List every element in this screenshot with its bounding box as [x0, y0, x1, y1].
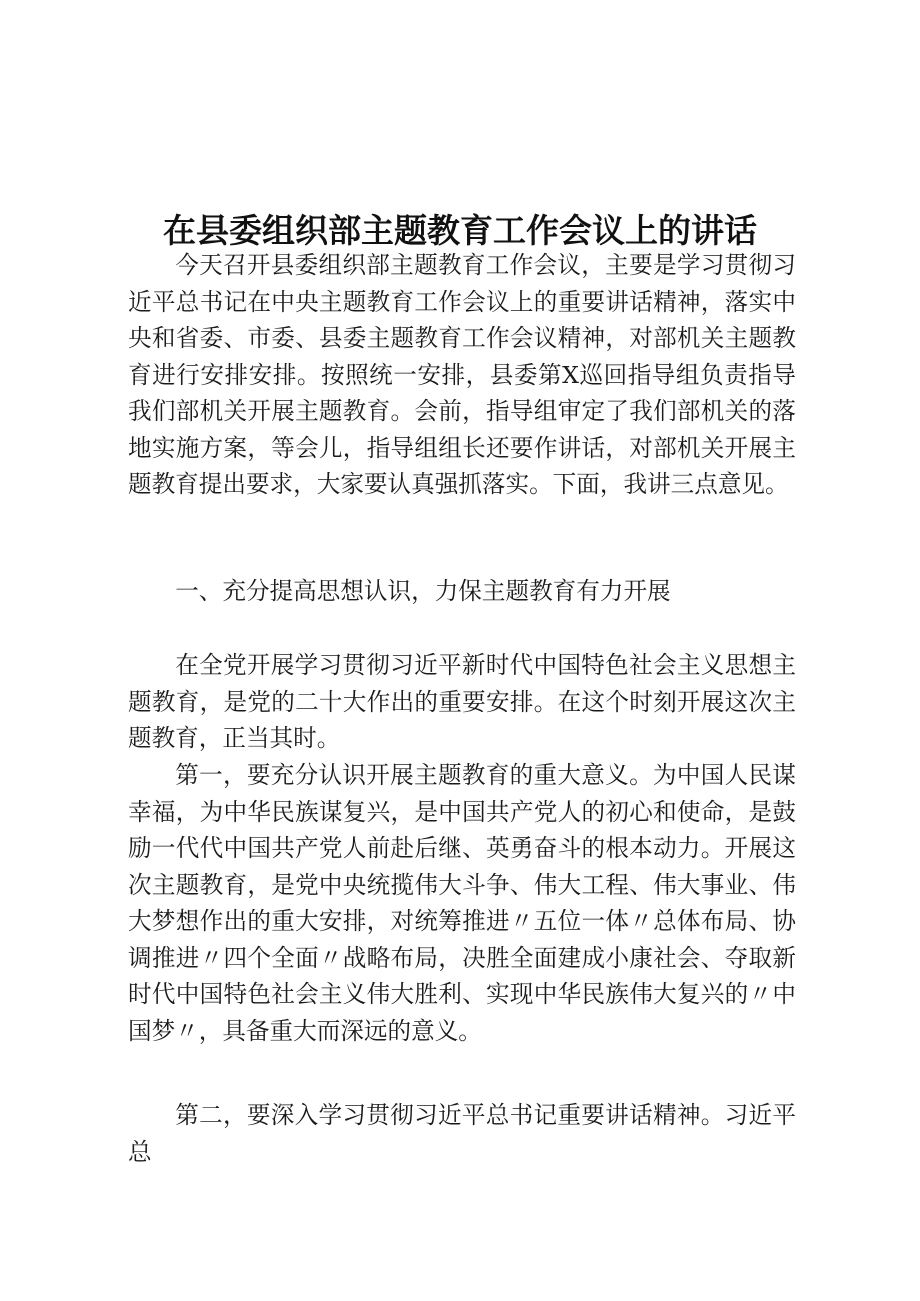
point-one-paragraph: 第一，要充分认识开展主题教育的重大意义。为中国人民谋幸福，为中华民族谋复兴，是中国共产党人的初心和使命，是鼓励一代代中国共产党人前赴后继、英勇奋斗的根本动力。开展这次主题教育，是党中央统揽伟大斗争、伟大工程、伟大事业、伟大梦想作出的重大安排，对统筹推进〃五位一体〃总体布局、协调推进〃四个全面〃战略布局，决胜全面建成小康社会、夺取新时代中国特色社会主义伟大胜利、实现中华民族伟大复兴的〃中国梦〃，具备重大而深远的意义。: [128, 761, 796, 1045]
section-one-intro-paragraph: 在全党开展学习贯彻习近平新时代中国特色社会主义思想主题教育，是党的二十大作出的重要安排。在这个时刻开展这次主题教育，正当其时。: [128, 651, 796, 752]
section-heading-one: 一、充分提高思想认识，力保主题教育有力开展: [175, 577, 671, 605]
document-title: 在县委组织部主题教育工作会议上的讲话: [163, 211, 757, 250]
opening-paragraph: 今天召开县委组织部主题教育工作会议，主要是学习贯彻习近平总书记在中央主题教育工作会议上的重要讲话精神，落实中央和省委、市委、县委主题教育工作会议精神，对部机关主题教育进行安排安排。按照统一安排，县委第X巡回指导组负责指导我们部机关开展主题教育。会前，指导组审定了我们部机关的落地实施方案，等会儿，指导组组长还要作讲话，对部机关开展主题教育提出要求，大家要认真强抓落实。下面，我讲三点意见。: [128, 251, 796, 498]
point-two-paragraph: 第二，要深入学习贯彻习近平总书记重要讲话精神。习近平总: [128, 1101, 796, 1166]
